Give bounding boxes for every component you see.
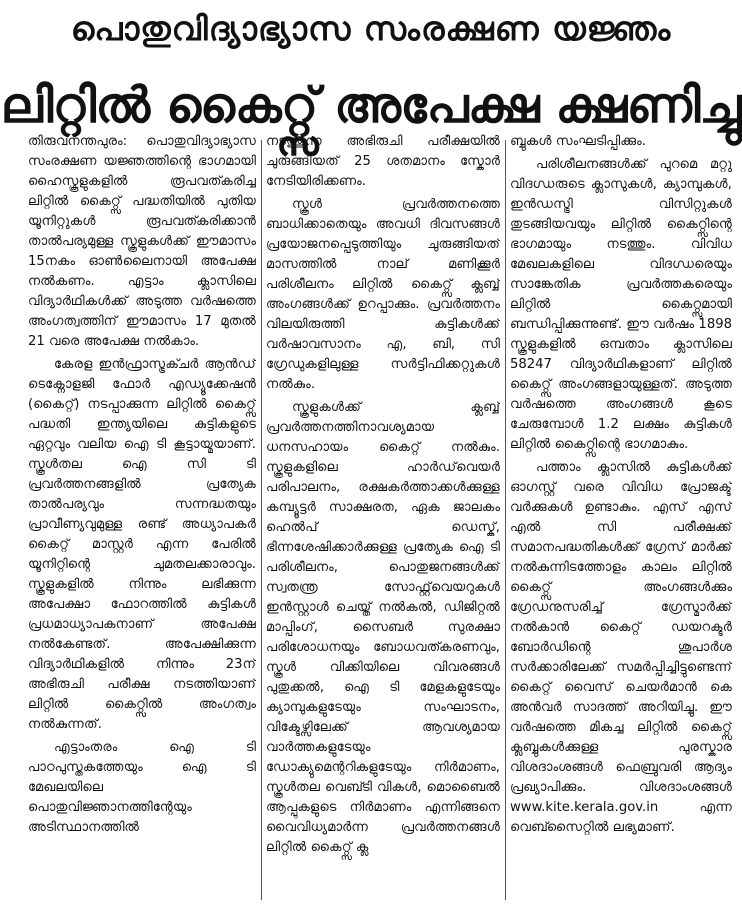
paragraph: തിരുവനന്തപുരം: പൊതുവിദ്യാഭ്യാസ സംരക്ഷണ യജ്ഞത്തിന്റെ ഭാഗമായി ഹൈസ്കൂളുകളിൽ രൂപവത്കരിച്ച ലിറ്റിൽ കൈറ്റ്സ് പദ്ധതിയിൽ പുതിയ യൂനിറ്റുകൾ രൂപവത്കരിക്കാൻ താൽപര്യമുള്ള സ്കൂളുകൾക്ക് ഈമാസം 15നകം ഓൺലൈനായി അപേക്ഷ നൽകണം. എട്ടാം ക്ലാസിലെ വിദ്യാർഥികൾക്ക് അടുത്ത വർഷത്തെ അംഗത്വത്തിന് ഈമാസം 17 മുതൽ 21 വരെ അപേക്ഷ നൽകാം. <box>28 134 256 349</box>
article-column-1 <box>28 132 256 904</box>
column-divider <box>261 140 262 900</box>
kicker-title: പൊതുവിദ്യാഭ്യാസ സംരക്ഷണ യജ്ഞം <box>70 9 672 48</box>
paragraph: പരിശീലനങ്ങൾക്ക് പുറമെ മറ്റു വിദഗ്ധരുടെ ക്ലാസുകൾ, ക്യാമ്പുകൾ, ഇൻഡസ്ട്രി വിസിറ്റുകൾ തുടങ്ങിയവയും ലിറ്റിൽ കൈറ്റ്സിന്റെ ഭാഗമായും നടത്തും. വിവിധ മേഖലകളിലെ വിദഗ്ധരെയും സാങ്കേതിക പ്രവർത്തകരെയും ലിറ്റിൽ കൈറ്റ്സുമായി ബന്ധിപ്പിക്കുന്നുണ്ട്. ഈ വർഷം 1898 സ്കൂളുകളിൽ ഒമ്പതാം ക്ലാസിലെ 58247 വിദ്യാർഥികളാണ് ലിറ്റിൽ കൈറ്റ്സ് അംഗങ്ങളായുള്ളത്. അടുത്ത വർഷത്തെ അംഗങ്ങൾ കൂടെ ചേരുമ്പോൾ 1.2 ലക്ഷം കുട്ടികൾ ലിറ്റിൽ കൈറ്റ്സിന്റെ ഭാഗമാകും. <box>510 157 732 452</box>
paragraph: എട്ടാംതരം ഐ ടി പാഠപുസ്തകത്തേയും ഐ ടി മേഖലയിലെ പൊതുവിജ്ഞാനത്തിന്റേയും അടിസ്ഥാനത്തിൽ <box>28 740 256 835</box>
paragraph: പത്താം ക്ലാസിൽ കുട്ടികൾക്ക് ഓഗസ്റ്റ് വരെ വിവിധ പ്രോജക്ട് വർക്കുകൾ ഉണ്ടാകും. എസ് എസ് എൽ സി പരീക്ഷക്ക് സമാനപദ്ധതികൾക്ക് ഗ്രേസ് മാർക്ക് നൽകുന്നിടത്തോളം കാലം ലിറ്റിൽ കൈറ്റ്സ് അംഗങ്ങൾക്കും ഗ്രേഡനുസരിച്ച് ഗ്രേസ്മാർക്ക് നൽകാൻ കൈറ്റ് ഡയറക്ടർ ബോർഡിന്റെ ശുപാർശ സർക്കാരിലേക്ക് സമർപ്പിച്ചിട്ടുണ്ടെന്ന് കൈറ്റ് വൈസ് ചെയർമാൻ കെ അൻവർ സാദത്ത് അറിയിച്ചു. ഈ വർഷത്തെ മികച്ച ലിറ്റിൽ കൈറ്റ്സ് ക്ലബ്ബുകൾക്കുള്ള പുരസ്കാര വിശദാംശങ്ങൾ ഫെബ്രുവരി ആദ്യം പ്രഖ്യാപിക്കും. വിശദാംശങ്ങൾ www.kite.kerala.gov.in എന്ന വെബ്സൈറ്റിൽ ലഭ്യമാണ്. <box>510 460 732 835</box>
headline: ലിറ്റിൽ കൈറ്റ്സ് അപേക്ഷ ക്ഷണിച്ചു <box>0 77 742 134</box>
paragraph: സ്കൂൾ പ്രവർത്തനത്തെ ബാധിക്കാതെയും അവധി ദിവസങ്ങൾ പ്രയോജനപ്പെടുത്തിയും ചുരുങ്ങിയത് മാസത്തിൽ നാല് മണിക്കൂർ പരിശീലനം ലിറ്റിൽ കൈറ്റ്സ് ക്ലബ്ബ് അംഗങ്ങൾക്ക് ഉറപ്പാക്കും. പ്രവർത്തനം വിലയിരുത്തി കുട്ടികൾക്ക് വർഷാവസാനം എ, ബി, സി ഗ്രേഡുകളിലുള്ള സർട്ടിഫിക്കറ്റുകൾ നൽകും. <box>266 197 500 392</box>
column-divider <box>505 140 506 900</box>
paragraph: സ്കൂളുകൾക്ക് ക്ലബ്ബ് പ്രവർത്തനത്തിനാവശ്യമായ ധനസഹായം കൈറ്റ് നൽകും. സ്കൂളുകളിലെ ഹാർഡ്‌വെയർ പരിപാലനം, രക്ഷകർത്താക്കൾക്കുള്ള കമ്പ്യൂട്ടർ സാക്ഷരത, ഏക ജാലകം ഹെൽപ് ഡെസ്ക്, ഭിന്നശേഷിക്കാർക്കുള്ള പ്രത്യേക ഐ ടി പരിശീലനം, പൊതുജനങ്ങൾക്ക് സ്വതന്ത്ര സോഫ്റ്റ്‌വെയറുകൾ ഇൻസ്റ്റാൾ ചെയ്ത് നൽകൽ, ഡിജിറ്റൽ മാപ്പിംഗ്, സൈബർ സുരക്ഷാ പരിശോധനയും ബോധവത്കരണവും, സ്കൂൾ വിക്കിയിലെ വിവരങ്ങൾ പുതുക്കൽ, ഐ ടി മേളകളുടേയും ക്യാമ്പുകളുടേയും സംഘാടനം, വിക്ടേഴ്സിലേക്ക് ആവശ്യമായ വാർത്തകളുടേയും ഡോക്യുമെന്ററികളുടേയും നിർമാണം, സ്കൂൾതല വെബ്ടി വികൾ, മൊബൈൽ ആപ്പുകളുടെ നിർമാണം എന്നിങ്ങനെ വൈവിധ്യമാർന്ന പ്രവർത്തനങ്ങൾ ലിറ്റിൽ കൈറ്റ്സ് ക്ല <box>266 400 500 855</box>
paragraph: കേരള ഇൻഫ്രാസ്ട്രക്ചർ ആൻഡ് ടെക്നോളജി ഫോർ എഡ്യൂക്കേഷൻ (കൈറ്റ്) നടപ്പാക്കുന്ന ലിറ്റിൽ കൈറ്റ്സ് പദ്ധതി ഇന്ത്യയിലെ കുട്ടികളുടെ ഏറ്റവും വലിയ ഐ ടി കൂട്ടായ്മയാണ്. സ്കൂൾതല ഐ സി ടി പ്രവർത്തനങ്ങളിൽ പ്രത്യേക താൽപര്യവും സന്നദ്ധതയും പ്രാവീണ്യവുമുള്ള രണ്ട് അധ്യാപകർ കൈറ്റ് മാസ്റ്റർ എന്ന പേരിൽ യൂനിറ്റിന്റെ ചുമതലക്കാരാവും. സ്കൂളുകളിൽ നിന്നും ലഭിക്കുന്ന അപേക്ഷാ ഫോറത്തിൽ കുട്ടികൾ പ്രധമാധ്യാപകനാണ് അപേക്ഷ നൽകേണ്ടത്. അപേക്ഷിക്കുന്ന വിദ്യാർഥികളിൽ നിന്നും 23ന് അഭിരുചി പരീക്ഷ നടത്തിയാണ് ലിറ്റിൽ കൈറ്റ്സിൽ അംഗത്വം നൽകുന്നത്. <box>28 357 256 732</box>
paragraph: നടത്തുന്ന അഭിരുചി പരീക്ഷയിൽ ചുരുങ്ങിയത് 25 ശതമാനം സ്കോർ നേടിയിരിക്കണം. <box>266 134 500 189</box>
article-column-2 <box>266 132 500 904</box>
paragraph: ബ്ബുകൾ സംഘടിപ്പിക്കും. <box>510 134 646 149</box>
article-column-3 <box>510 132 732 904</box>
